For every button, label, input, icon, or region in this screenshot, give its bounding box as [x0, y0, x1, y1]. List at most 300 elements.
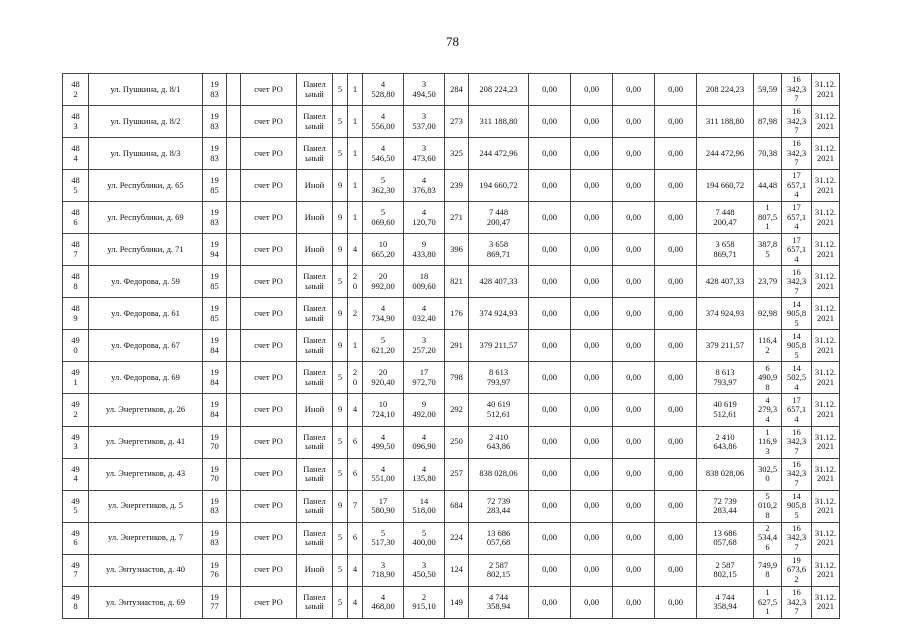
table-cell: 19 83: [203, 522, 227, 554]
table-cell: 5: [333, 554, 348, 586]
address-cell: ул. Федорова, д. 59: [89, 266, 203, 298]
table-cell: 4 528,80: [363, 74, 404, 106]
table-cell: 0,00: [529, 586, 571, 618]
table-cell: 1 116,9 3: [754, 426, 782, 458]
table-cell: счет РО: [241, 426, 297, 458]
table-cell: 0,00: [613, 138, 655, 170]
table-cell: 31.12. 2021: [812, 426, 840, 458]
table-cell: 9: [333, 202, 348, 234]
address-cell: ул. Пушкина, д. 8/3: [89, 138, 203, 170]
table-cell: 17 657,1 4: [782, 394, 812, 426]
table-cell: 31.12. 2021: [812, 330, 840, 362]
table-cell: 16 342,3 7: [782, 426, 812, 458]
table-cell: 6: [348, 522, 363, 554]
table-cell: 284: [445, 74, 469, 106]
table-cell: 0,00: [655, 394, 697, 426]
table-cell: 31.12. 2021: [812, 234, 840, 266]
table-cell: 302,5 0: [754, 458, 782, 490]
table-cell: 48 8: [63, 266, 89, 298]
table-cell: [227, 202, 241, 234]
table-cell: 271: [445, 202, 469, 234]
table-cell: 0,00: [613, 266, 655, 298]
table-cell: 17 580,90: [363, 490, 404, 522]
table-cell: 387,8 5: [754, 234, 782, 266]
table-cell: 9: [333, 490, 348, 522]
table-cell: 3 658 869,71: [469, 234, 529, 266]
table-cell: 0,00: [655, 170, 697, 202]
table-cell: 20 992,00: [363, 266, 404, 298]
table-cell: 0,00: [571, 202, 613, 234]
table-cell: 292: [445, 394, 469, 426]
table-cell: 31.12. 2021: [812, 202, 840, 234]
table-cell: 44,48: [754, 170, 782, 202]
table-row: [63, 362, 840, 394]
table-row: [63, 586, 840, 618]
table-row: [63, 554, 840, 586]
table-row: [63, 106, 840, 138]
table-cell: 0,00: [571, 138, 613, 170]
table-cell: 0,00: [655, 202, 697, 234]
table-cell: 0,00: [613, 458, 655, 490]
table-cell: 1: [348, 74, 363, 106]
table-cell: Панел ьный: [297, 362, 333, 394]
table-row: [63, 490, 840, 522]
table-cell: [227, 522, 241, 554]
table-cell: 16 342,3 7: [782, 586, 812, 618]
table-cell: счет РО: [241, 266, 297, 298]
table-cell: [227, 298, 241, 330]
table-cell: 374 924,93: [469, 298, 529, 330]
table-row: [63, 202, 840, 234]
table-cell: Панел ьный: [297, 490, 333, 522]
table-cell: 0,00: [655, 586, 697, 618]
table-cell: 8 613 793,97: [469, 362, 529, 394]
table-cell: 4: [348, 234, 363, 266]
table-cell: 0,00: [529, 74, 571, 106]
table-cell: Панел ьный: [297, 266, 333, 298]
table-cell: Панел ьный: [297, 298, 333, 330]
table-cell: 0,00: [655, 490, 697, 522]
table-cell: 0,00: [529, 362, 571, 394]
table-cell: 87,98: [754, 106, 782, 138]
table-cell: 5 621,20: [363, 330, 404, 362]
table-cell: счет РО: [241, 330, 297, 362]
table-cell: 0,00: [613, 330, 655, 362]
table-cell: Панел ьный: [297, 74, 333, 106]
table-cell: 0,00: [571, 170, 613, 202]
table-cell: 273: [445, 106, 469, 138]
table-cell: 0,00: [613, 234, 655, 266]
table-cell: 10 665,20: [363, 234, 404, 266]
table-cell: 49 0: [63, 330, 89, 362]
table-cell: 19 83: [203, 106, 227, 138]
table-cell: 5: [333, 362, 348, 394]
table-cell: 5 517,30: [363, 522, 404, 554]
table-cell: 48 9: [63, 298, 89, 330]
table-cell: 6 490,9 8: [754, 362, 782, 394]
table-cell: 6: [348, 426, 363, 458]
table-cell: 23,79: [754, 266, 782, 298]
table-cell: 72 739 283,44: [697, 490, 754, 522]
table-cell: 0,00: [613, 586, 655, 618]
table-cell: 0,00: [529, 394, 571, 426]
table-cell: 0,00: [571, 74, 613, 106]
table-cell: 4 546,50: [363, 138, 404, 170]
table-cell: 379 211,57: [469, 330, 529, 362]
table-cell: 3 537,00: [404, 106, 445, 138]
table-cell: 821: [445, 266, 469, 298]
table-cell: 16 342,3 7: [782, 106, 812, 138]
table-cell: 257: [445, 458, 469, 490]
table-cell: 31.12. 2021: [812, 522, 840, 554]
table-cell: 0,00: [529, 458, 571, 490]
address-cell: ул. Федорова, д. 61: [89, 298, 203, 330]
table-cell: 3 718,90: [363, 554, 404, 586]
table-cell: 0,00: [613, 426, 655, 458]
table-cell: 31.12. 2021: [812, 490, 840, 522]
table-cell: 5: [333, 522, 348, 554]
table-cell: 14 905,8 5: [782, 490, 812, 522]
table-cell: 396: [445, 234, 469, 266]
table-cell: 4 032,40: [404, 298, 445, 330]
table-cell: 4 744 358,94: [697, 586, 754, 618]
table-cell: 124: [445, 554, 469, 586]
table-cell: 19 85: [203, 170, 227, 202]
table-cell: 0,00: [613, 298, 655, 330]
table-cell: счет РО: [241, 234, 297, 266]
address-cell: ул. Энтузиастов, д. 69: [89, 586, 203, 618]
table-cell: 5: [333, 74, 348, 106]
table-cell: 4 468,00: [363, 586, 404, 618]
table-cell: [227, 394, 241, 426]
table-cell: 208 224,23: [469, 74, 529, 106]
table-cell: 428 407,33: [697, 266, 754, 298]
table-cell: 4: [348, 586, 363, 618]
table-cell: 19 76: [203, 554, 227, 586]
table-cell: 19 83: [203, 202, 227, 234]
table-cell: 0,00: [655, 362, 697, 394]
table-cell: 4 744 358,94: [469, 586, 529, 618]
table-cell: 6: [348, 458, 363, 490]
table-cell: [227, 554, 241, 586]
table-cell: 5 069,60: [363, 202, 404, 234]
table-cell: [227, 586, 241, 618]
table-cell: 0,00: [655, 458, 697, 490]
table-row: [63, 170, 840, 202]
table-cell: 19 85: [203, 266, 227, 298]
table-cell: 49 7: [63, 554, 89, 586]
table-cell: 0,00: [571, 234, 613, 266]
table-cell: Панел ьный: [297, 586, 333, 618]
table-cell: Иной: [297, 554, 333, 586]
table-cell: 311 188,80: [697, 106, 754, 138]
data-table: [62, 73, 840, 619]
table-cell: 0,00: [655, 330, 697, 362]
table-cell: 48 6: [63, 202, 89, 234]
table-row: [63, 330, 840, 362]
table-cell: [227, 458, 241, 490]
table-cell: 4 120,70: [404, 202, 445, 234]
table-cell: 250: [445, 426, 469, 458]
table-cell: 9: [333, 234, 348, 266]
table-cell: 239: [445, 170, 469, 202]
table-cell: [227, 138, 241, 170]
table-cell: [227, 330, 241, 362]
table-cell: 31.12. 2021: [812, 586, 840, 618]
table-cell: 0,00: [529, 170, 571, 202]
table-cell: 40 619 512,61: [697, 394, 754, 426]
table-cell: 0,00: [655, 554, 697, 586]
table-cell: Панел ьный: [297, 138, 333, 170]
table-cell: 0,00: [613, 106, 655, 138]
table-cell: 16 342,3 7: [782, 266, 812, 298]
table-cell: 374 924,93: [697, 298, 754, 330]
table-cell: 31.12. 2021: [812, 298, 840, 330]
address-cell: ул. Энергетиков, д. 43: [89, 458, 203, 490]
table-cell: 9: [333, 394, 348, 426]
table-cell: 16 342,3 7: [782, 74, 812, 106]
table-cell: Иной: [297, 394, 333, 426]
table-cell: 19 673,6 2: [782, 554, 812, 586]
table-cell: 194 660,72: [697, 170, 754, 202]
table-cell: 19 84: [203, 330, 227, 362]
table-cell: Панел ьный: [297, 458, 333, 490]
table-cell: 0,00: [571, 586, 613, 618]
table-cell: 0,00: [571, 490, 613, 522]
table-cell: 0,00: [529, 554, 571, 586]
table-cell: 0,00: [529, 426, 571, 458]
address-cell: ул. Пушкина, д. 8/2: [89, 106, 203, 138]
table-cell: 838 028,06: [697, 458, 754, 490]
table-row: [63, 138, 840, 170]
table-cell: 19 83: [203, 74, 227, 106]
table-cell: 311 188,80: [469, 106, 529, 138]
table-cell: 31.12. 2021: [812, 106, 840, 138]
table-cell: 0,00: [613, 202, 655, 234]
table-cell: 0,00: [571, 522, 613, 554]
table-cell: 0,00: [529, 330, 571, 362]
table-row: [63, 426, 840, 458]
table-cell: 17 657,1 4: [782, 234, 812, 266]
table-cell: 1: [348, 106, 363, 138]
table-cell: 0,00: [613, 74, 655, 106]
table-cell: 0,00: [655, 106, 697, 138]
table-cell: 0,00: [613, 522, 655, 554]
table-cell: счет РО: [241, 490, 297, 522]
table-cell: 16 342,3 7: [782, 138, 812, 170]
table-cell: счет РО: [241, 586, 297, 618]
table-cell: 17 657,1 4: [782, 202, 812, 234]
table-cell: 3 658 869,71: [697, 234, 754, 266]
table-cell: Панел ьный: [297, 330, 333, 362]
table-cell: 48 4: [63, 138, 89, 170]
table-cell: 194 660,72: [469, 170, 529, 202]
table-cell: 684: [445, 490, 469, 522]
table-cell: счет РО: [241, 394, 297, 426]
table-cell: 0,00: [655, 522, 697, 554]
table-cell: 0,00: [655, 426, 697, 458]
table-cell: 72 739 283,44: [469, 490, 529, 522]
table-cell: 20 920,40: [363, 362, 404, 394]
table-cell: 0,00: [571, 298, 613, 330]
page-number: 78: [446, 34, 459, 49]
table-cell: 2 410 643,86: [697, 426, 754, 458]
table-cell: 16 342,3 7: [782, 522, 812, 554]
table-cell: [227, 74, 241, 106]
table-cell: 149: [445, 586, 469, 618]
table-cell: 0,00: [655, 298, 697, 330]
table-cell: 70,38: [754, 138, 782, 170]
table-cell: 49 2: [63, 394, 89, 426]
table-cell: 31.12. 2021: [812, 458, 840, 490]
table-cell: 19 83: [203, 138, 227, 170]
table-cell: 48 7: [63, 234, 89, 266]
table-cell: 31.12. 2021: [812, 266, 840, 298]
table-cell: 48 5: [63, 170, 89, 202]
table-cell: 1: [348, 330, 363, 362]
table-cell: 0,00: [529, 266, 571, 298]
table-row: [63, 74, 840, 106]
table-cell: 0,00: [571, 426, 613, 458]
table-cell: 19 77: [203, 586, 227, 618]
table-cell: 7 448 200,47: [469, 202, 529, 234]
table-cell: 5 010,2 8: [754, 490, 782, 522]
table-cell: 19 84: [203, 362, 227, 394]
table-cell: 2 915,10: [404, 586, 445, 618]
table-cell: 0,00: [655, 138, 697, 170]
table-cell: 4 096,90: [404, 426, 445, 458]
table-cell: 0,00: [529, 138, 571, 170]
table-cell: 4 734,90: [363, 298, 404, 330]
table-cell: 5: [333, 266, 348, 298]
table-cell: 1 807,5 1: [754, 202, 782, 234]
table-cell: 3 473,60: [404, 138, 445, 170]
table-cell: 3 257,20: [404, 330, 445, 362]
table-cell: 19 70: [203, 458, 227, 490]
table-cell: Иной: [297, 202, 333, 234]
table-cell: 0,00: [529, 234, 571, 266]
table-cell: 2: [348, 298, 363, 330]
table-cell: Панел ьный: [297, 106, 333, 138]
table-cell: 19 94: [203, 234, 227, 266]
table-cell: [227, 170, 241, 202]
table-cell: счет РО: [241, 138, 297, 170]
table-cell: 0,00: [571, 458, 613, 490]
table-cell: 325: [445, 138, 469, 170]
table-cell: 10 724,10: [363, 394, 404, 426]
table-cell: 1: [348, 202, 363, 234]
table-cell: 17 657,1 4: [782, 170, 812, 202]
table-cell: 14 518,00: [404, 490, 445, 522]
table-row: [63, 458, 840, 490]
table-cell: 92,98: [754, 298, 782, 330]
table-cell: 0,00: [529, 106, 571, 138]
table-cell: 0,00: [613, 394, 655, 426]
table-cell: 798: [445, 362, 469, 394]
address-cell: ул. Федорова, д. 67: [89, 330, 203, 362]
table-cell: 0,00: [655, 74, 697, 106]
table-cell: 49 1: [63, 362, 89, 394]
table-row: [63, 298, 840, 330]
table-cell: счет РО: [241, 106, 297, 138]
table-cell: 4 135,80: [404, 458, 445, 490]
table-cell: 13 686 057,68: [469, 522, 529, 554]
table-cell: счет РО: [241, 298, 297, 330]
table-cell: 0,00: [529, 522, 571, 554]
table-cell: 0,00: [529, 490, 571, 522]
table-cell: 59,59: [754, 74, 782, 106]
table-cell: 49 6: [63, 522, 89, 554]
table-cell: 0,00: [571, 106, 613, 138]
table-cell: 18 009,60: [404, 266, 445, 298]
address-cell: ул. Пушкина, д. 8/1: [89, 74, 203, 106]
table-cell: 5 400,00: [404, 522, 445, 554]
table-cell: 291: [445, 330, 469, 362]
table-cell: 2 587 802,15: [469, 554, 529, 586]
table-cell: 9: [333, 298, 348, 330]
table-cell: счет РО: [241, 458, 297, 490]
table-cell: Иной: [297, 234, 333, 266]
table-cell: Иной: [297, 170, 333, 202]
table-cell: счет РО: [241, 202, 297, 234]
table-cell: 0,00: [571, 330, 613, 362]
address-cell: ул. Энергетиков, д. 41: [89, 426, 203, 458]
table-cell: 14 502,5 4: [782, 362, 812, 394]
table-cell: счет РО: [241, 522, 297, 554]
table-cell: 244 472,96: [469, 138, 529, 170]
table-cell: 0,00: [655, 234, 697, 266]
table-cell: 244 472,96: [697, 138, 754, 170]
table-cell: счет РО: [241, 74, 297, 106]
table-cell: 19 83: [203, 490, 227, 522]
table-cell: 9 492,00: [404, 394, 445, 426]
table-cell: 0,00: [613, 362, 655, 394]
table-cell: 31.12. 2021: [812, 138, 840, 170]
table-cell: 5: [333, 426, 348, 458]
table-cell: 17 972,70: [404, 362, 445, 394]
table-cell: 208 224,23: [697, 74, 754, 106]
table-cell: 428 407,33: [469, 266, 529, 298]
table-cell: 49 4: [63, 458, 89, 490]
table-cell: 3 494,50: [404, 74, 445, 106]
table-cell: 0,00: [571, 266, 613, 298]
table-cell: 5: [333, 106, 348, 138]
table-cell: 9: [333, 330, 348, 362]
table-row: [63, 234, 840, 266]
table-cell: 13 686 057,68: [697, 522, 754, 554]
table-cell: 48 3: [63, 106, 89, 138]
table-cell: 2 534,4 6: [754, 522, 782, 554]
table-cell: 2 587 802,15: [697, 554, 754, 586]
table-cell: 0,00: [571, 554, 613, 586]
table-cell: 31.12. 2021: [812, 554, 840, 586]
table-cell: 31.12. 2021: [812, 170, 840, 202]
table-cell: [227, 362, 241, 394]
table-cell: 0,00: [571, 394, 613, 426]
table-cell: 7 448 200,47: [697, 202, 754, 234]
address-cell: ул. Республики, д. 71: [89, 234, 203, 266]
table-cell: 19 84: [203, 394, 227, 426]
table-cell: [227, 234, 241, 266]
table-cell: [227, 490, 241, 522]
table-cell: 1: [348, 138, 363, 170]
table-cell: 2 410 643,86: [469, 426, 529, 458]
table-cell: 0,00: [613, 170, 655, 202]
table-cell: 7: [348, 490, 363, 522]
table-cell: 838 028,06: [469, 458, 529, 490]
table-cell: 2 0: [348, 362, 363, 394]
table-cell: 4 556,00: [363, 106, 404, 138]
